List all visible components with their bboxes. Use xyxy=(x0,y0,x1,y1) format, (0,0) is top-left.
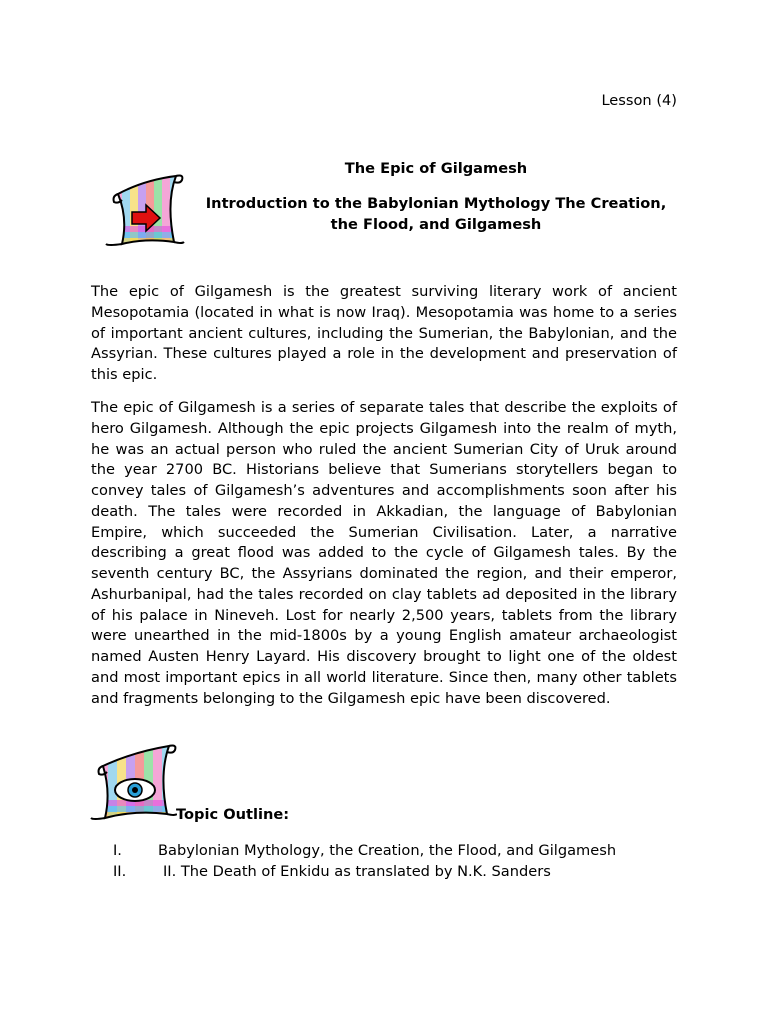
outline-item-text: Babylonian Mythology, the Creation, the Flood, and Gilgamesh xyxy=(158,842,617,859)
outline-item xyxy=(113,861,616,882)
lesson-label: Lesson (4) xyxy=(601,92,677,109)
paragraph-history: The epic of Gilgamesh is a series of separate tales that describe the exploits of hero Gilgamesh. Although the epic projects Gilgamesh into the realm of myth, he was an actual person who ruled the ancient Sumerian City of Uruk around the year 2700 BC. Historians believe that Sumerians storytellers began to convey tales of Gilgamesh’s adventures and accomplishments soon after his death. The tales were recorded in Akkadian, the language of Babylonian Empire, which succeeded the Sumerian Civilisation. Later, a narrative describing a great flood was added to the cycle of Gilgamesh tales. By the seventh century BC, the Assyrians dominated the region, and their emperor, Ashurbanipal, had the tales recorded on clay tablets ad deposited in the library of his palace in Nineveh. Lost for nearly 2,500 years, tablets from the library were unearthed in the mid-1800s by a young English amateur archaeologist named Austen Henry Layard. His discovery brought to light one of the oldest and most important epics in all world literature. Since then, many other tablets and fragments belonging to the Gilgamesh epic have been discovered. xyxy=(91,399,677,707)
topic-outline-list xyxy=(113,840,616,882)
topic-outline-heading: Topic Outline: xyxy=(176,806,290,823)
outline-item xyxy=(113,840,616,861)
document-title: The Epic of Gilgamesh xyxy=(344,160,528,177)
scroll-eye-icon xyxy=(89,742,177,822)
outline-item-text: II. The Death of Enkidu as translated by N.K. Sanders xyxy=(163,863,551,880)
outline-item-number: I. xyxy=(113,842,122,859)
paragraph-intro: The epic of Gilgamesh is the greatest surviving literary work of ancient Mesopotamia (located in what is now Iraq). Mesopotamia was home to a series of important ancient cultures, including the Sumerian, the Babylonian, and the Assyrian. These cultures played a role in the development and preservation of this epic. xyxy=(91,283,677,383)
outline-item-number: II. xyxy=(113,863,127,880)
document-subtitle: Introduction to the Babylonian Mythology The Creation, the Flood, and Gilgamesh xyxy=(205,195,667,233)
scroll-arrow-icon xyxy=(104,172,186,250)
